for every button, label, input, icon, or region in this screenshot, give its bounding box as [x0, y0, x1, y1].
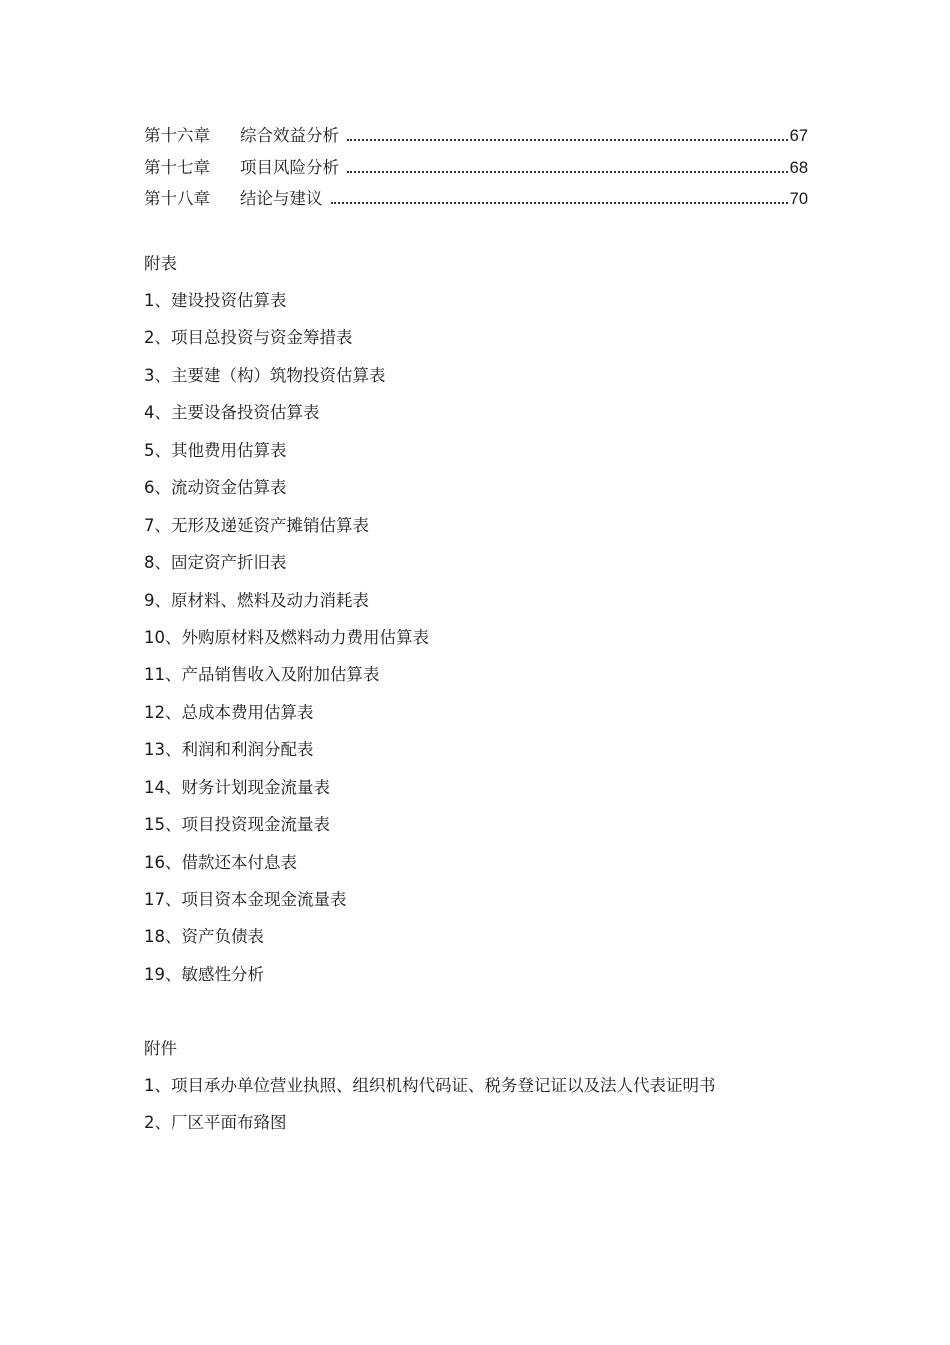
appendix-item: 10、外购原材料及燃料动力费用估算表: [144, 627, 429, 647]
toc-page-number: 67: [789, 127, 808, 145]
appendix-item: 19、敏感性分析: [144, 964, 264, 984]
appendix-item: 11、产品销售收入及附加估算表: [144, 665, 380, 685]
attachment-list: [144, 1074, 716, 1149]
toc-page-number: 68: [789, 158, 808, 177]
toc-title: 综合效益分析: [240, 126, 339, 145]
toc-dot-leader: [331, 201, 788, 204]
attachment-item: 1、项目承办单位营业执照、组织机构代码证、税务登记证以及法人代表证明书: [144, 1076, 716, 1095]
table-of-contents: [144, 124, 808, 219]
toc-chapter-label: 第十六章: [144, 126, 210, 145]
toc-entry-17[interactable]: [144, 156, 808, 188]
toc-entry-16[interactable]: [144, 124, 808, 156]
toc-title: 项目风险分析: [240, 157, 339, 177]
appendix-item: 16、借款还本付息表: [144, 852, 297, 872]
toc-title: 结论与建议: [240, 189, 323, 208]
appendix-item: 9、原材料、燃料及动力消耗表: [144, 590, 369, 610]
toc-chapter-label: 第十七章: [144, 157, 210, 177]
appendix-item: 6、流动资金估算表: [144, 478, 287, 498]
attachment-heading: 附件: [144, 1039, 177, 1058]
appendix-item: 7、无形及递延资产摊销估算表: [144, 515, 369, 535]
appendix-item: 3、主要建（构）筑物投资估算表: [144, 365, 386, 385]
toc-dot-leader: [347, 170, 788, 173]
appendix-item: 4、主要设备投资估算表: [144, 403, 320, 423]
toc-dot-leader: [347, 138, 788, 141]
appendix-item: 14、财务计划现金流量表: [144, 777, 330, 797]
toc-chapter-label: 第十八章: [144, 189, 210, 208]
appendix-item: 13、利润和利润分配表: [144, 740, 314, 760]
appendix-item: 2、项目总投资与资金筹措表: [144, 328, 353, 348]
appendix-item: 15、项目投资现金流量表: [144, 815, 330, 835]
toc-page-number: 70: [789, 190, 808, 208]
toc-entry-18[interactable]: [144, 187, 808, 219]
appendix-item: 8、固定资产折旧表: [144, 553, 287, 573]
appendix-item: 18、资产负债表: [144, 927, 264, 947]
appendix-item: 12、总成本费用估算表: [144, 702, 314, 722]
appendix-list: [144, 289, 429, 1000]
appendix-heading: 附表: [144, 254, 177, 273]
attachment-item: 2、厂区平面布臵图: [144, 1113, 287, 1133]
appendix-item: 1、建设投资估算表: [144, 291, 287, 310]
appendix-item: 5、其他费用估算表: [144, 440, 287, 460]
appendix-item: 17、项目资本金现金流量表: [144, 890, 347, 909]
